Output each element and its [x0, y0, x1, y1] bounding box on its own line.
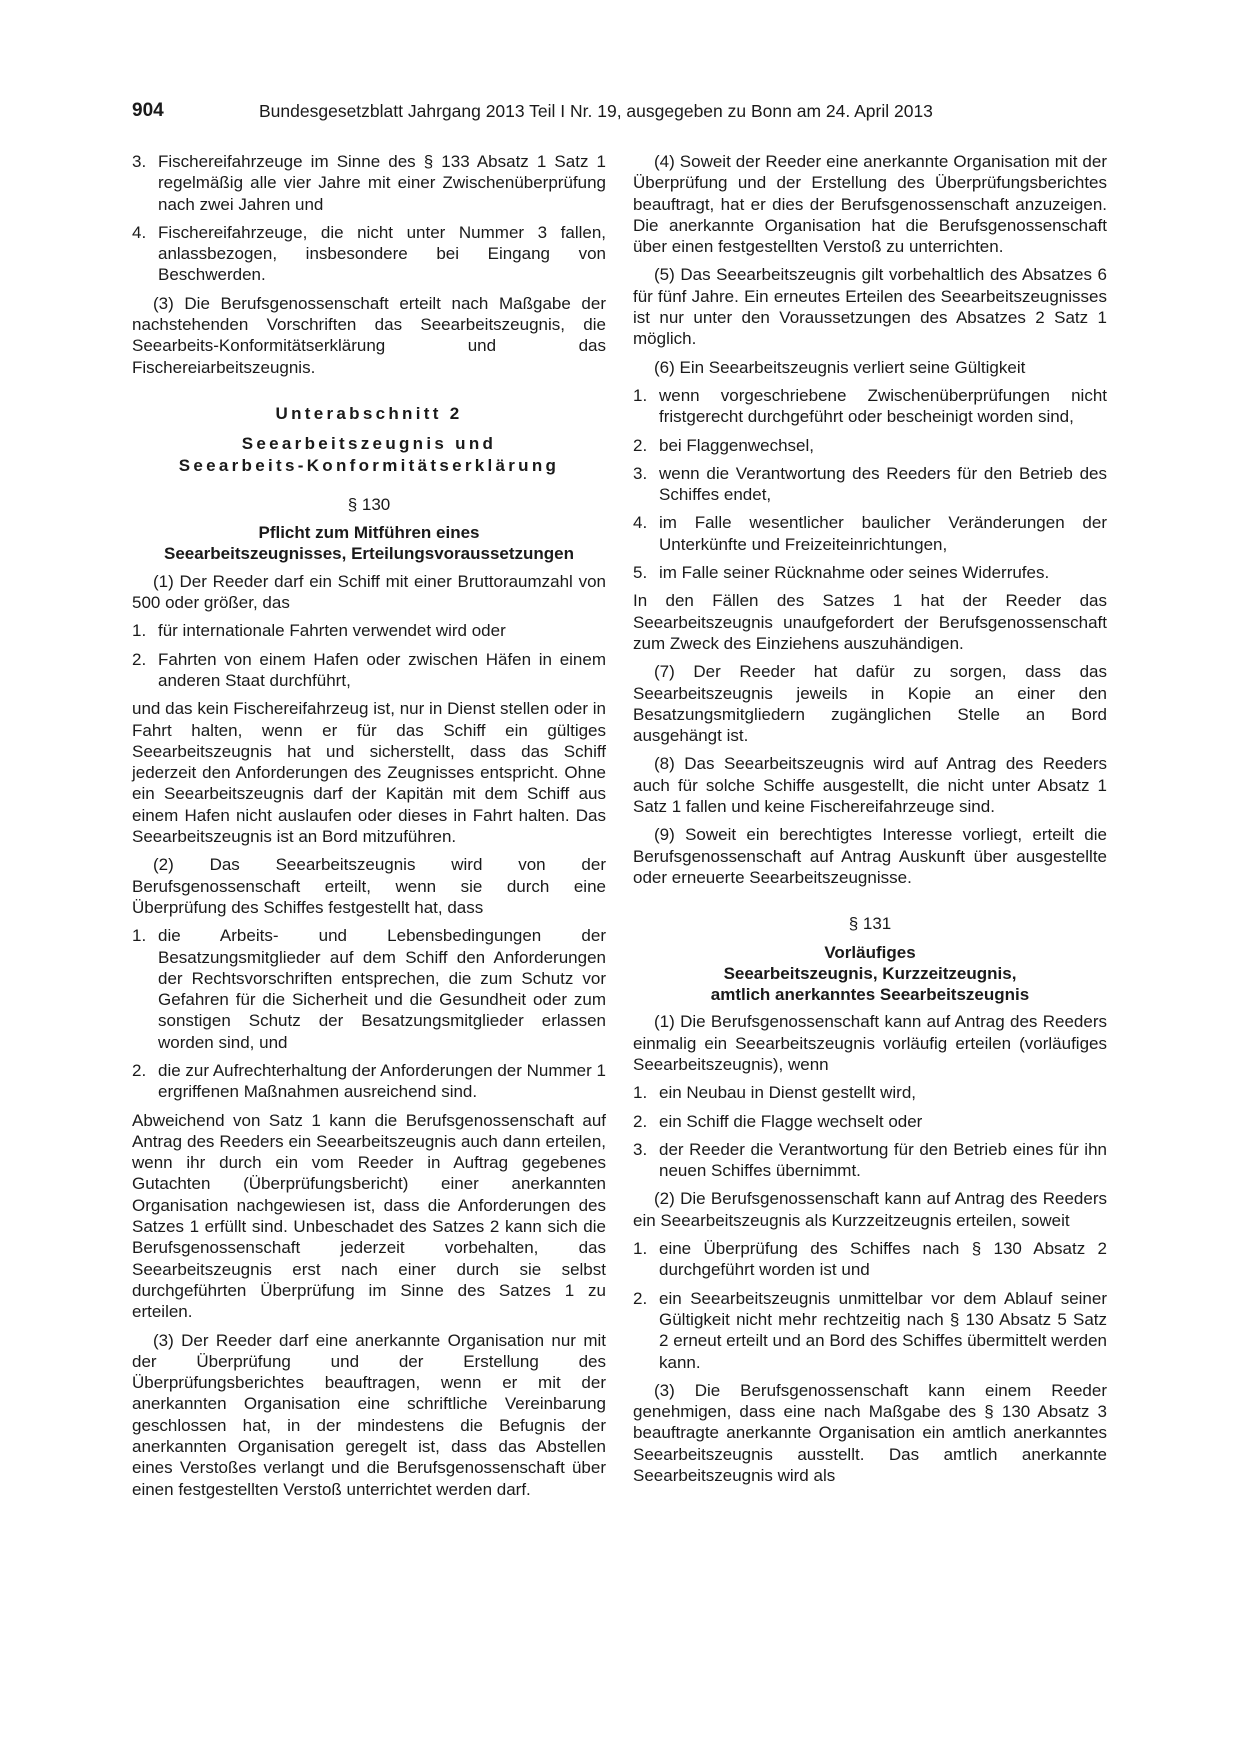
paragraph: (9) Soweit ein berechtigtes Interesse vorliegt, erteilt die Berufsgenossenschaft auf Antrag Auskunft über ausgestellte oder erneuerte Seearbeitszeugnisse. — [633, 825, 1107, 887]
paragraph: (1) Die Berufsgenossenschaft kann auf Antrag des Reeders einmalig ein Seearbeitszeugnis vorläufig erteilen (vorläufiges Seearbeitszeugnis), wenn — [633, 1012, 1107, 1074]
list-item: 3. Fischereifahrzeuge im Sinne des § 133 Absatz 1 Satz 1 regelmäßig alle vier Jahre mit einer Zwischenüberprüfung nach zwei Jahren und — [132, 152, 606, 214]
section-title: Pflicht zum Mitführen eines — [258, 523, 480, 543]
section-title: Vorläufiges — [824, 942, 916, 962]
paragraph: und das kein Fischereifahrzeug ist, nur in Dienst stellen oder in Fahrt halten, wenn er für das Schiff ein gültiges Seearbeitszeugnis hat und sicherstellt, dass das Schiff jederzeit den Anforderungen des Zeugnisses entspricht. Ohne ein Seearbeitszeugnis darf der Kapitän mit dem Schiff aus einem Hafen nicht auslaufen oder dieses in Fahrt halten. Das Seearbeitszeugnis ist an Bord mitzuführen. — [132, 699, 606, 847]
paragraph: (5) Das Seearbeitszeugnis gilt vorbehaltlich des Absatzes 6 für fünf Jahre. Ein erneutes Erteilen des Seearbeitszeugnisses ist nur unter den Voraussetzungen des Absatzes 2 Satz 1 möglich. — [633, 265, 1107, 349]
list-item: 2. bei Flaggenwechsel, — [633, 435, 814, 455]
paragraph: In den Fällen des Satzes 1 hat der Reeder das Seearbeitszeugnis unaufgefordert der Berufsgenossenschaft zum Zweck des Einziehens auszuhändigen. — [633, 591, 1107, 653]
page-header — [132, 100, 1107, 130]
section-title: Seearbeitszeugnisses, Erteilungsvoraussetzungen — [163, 544, 575, 564]
paragraph: Abweichend von Satz 1 kann die Berufsgenossenschaft auf Antrag des Reeders ein Seearbeitszeugnis auch dann erteilen, wenn ihr durch ein vom Reeder in Auftrag gegebenes Gutachten (Überprüfungsbericht) einer anerkannten Organisation nachgewiesen ist, dass die Anforderungen des Satzes 1 erfüllt sind. Unbeschadet des Satzes 2 kann sich die Berufsgenossenschaft jederzeit vorbehalten, das Seearbeitszeugnis erst nach einer durch sie selbst durchgeführten Überprüfung im Sinne des Satzes 1 zu erteilen. — [132, 1110, 606, 1322]
subsection-title: Seearbeits-Konformitätserklärung — [178, 455, 560, 475]
list-item: 1. ein Neubau in Dienst gestellt wird, — [633, 1083, 917, 1103]
section-number: § 131 — [848, 914, 892, 934]
section-title: amtlich anerkanntes Seearbeitszeugnis — [710, 985, 1030, 1005]
gazette-title: Bundesgesetzblatt Jahrgang 2013 Teil I Nr. 19, ausgegeben zu Bonn am 24. April 2013 — [259, 101, 933, 121]
list-item: 4. Fischereifahrzeuge, die nicht unter Nummer 3 fallen, anlassbezogen, insbesondere bei Eingang von Beschwerden. — [132, 222, 606, 285]
page-number: 904 — [132, 100, 164, 121]
subsection-title: Seearbeitszeugnis und — [241, 434, 497, 454]
paragraph: (2) Die Berufsgenossenschaft kann auf Antrag des Reeders ein Seearbeitszeugnis als Kurzzeitzeugnis erteilen, soweit — [633, 1189, 1107, 1230]
list-item: 2. ein Schiff die Flagge wechselt oder — [633, 1111, 923, 1131]
list-item: 4. im Falle wesentlicher baulicher Veränderungen der Unterkünfte und Freizeiteinrichtungen, — [633, 513, 1107, 554]
paragraph: (6) Ein Seearbeitszeugnis verliert seine Gültigkeit — [654, 357, 1026, 377]
list-item: 2. Fahrten von einem Hafen oder zwischen Häfen in einem anderen Staat durchführt, — [132, 649, 606, 690]
section-number: § 130 — [347, 494, 391, 514]
paragraph: (3) Die Berufsgenossenschaft erteilt nach Maßgabe der nachstehenden Vorschriften das Seearbeitszeugnis, die Seearbeits-Konformitätserklärung und das Fischereiarbeitszeugnis. — [132, 293, 606, 377]
list-item: 1. die Arbeits- und Lebensbedingungen der Besatzungsmitglieder auf dem Schiff den Anforderungen der Rechtsvorschriften entsprechen, die zum Schutz vor Gefahren für die Sicherheit und die Gesundheit oder zum sonstigen Schutz der Besatzungsmitglieder erlassen worden sind, und — [132, 926, 606, 1052]
paragraph: (1) Der Reeder darf ein Schiff mit einer Bruttoraumzahl von 500 oder größer, das — [132, 571, 606, 613]
list-item: 2. ein Seearbeitszeugnis unmittelbar vor dem Ablauf seiner Gültigkeit nicht mehr rechtzeitig nach § 130 Absatz 5 Satz 2 erneut erteilt und an Bord des Schiffes übermittelt werden kann. — [633, 1288, 1107, 1372]
list-item: 2. die zur Aufrechterhaltung der Anforderungen der Nummer 1 ergriffenen Maßnahmen ausreichend sind. — [132, 1060, 606, 1102]
list-item: 3. wenn die Verantwortung des Reeders für den Betrieb des Schiffes endet, — [633, 463, 1107, 505]
section-title: Seearbeitszeugnis, Kurzzeitzeugnis, — [723, 963, 1017, 983]
list-item: 5. im Falle seiner Rücknahme oder seines Widerrufes. — [633, 563, 1050, 583]
paragraph: (7) Der Reeder hat dafür zu sorgen, dass das Seearbeitszeugnis jeweils in Kopie an einer den Besatzungsmitgliedern zugänglichen Stelle an Bord ausgehängt ist. — [633, 662, 1107, 746]
right-column — [633, 151, 1107, 1493]
list-item: 1. für internationale Fahrten verwendet wird oder — [132, 621, 506, 641]
list-item: 1. eine Überprüfung des Schiffes nach § 130 Absatz 2 durchgeführt worden ist und — [633, 1239, 1107, 1280]
list-item: 3. der Reeder die Verantwortung für den Betrieb eines für ihn neuen Schiffes übernimmt. — [633, 1139, 1107, 1181]
left-column — [132, 151, 606, 1507]
paragraph: (3) Der Reeder darf eine anerkannte Organisation nur mit der Überprüfung und der Erstellung des Überprüfungsberichtes beauftragen, wenn er mit der anerkannten Organisation eine schriftliche Vereinbarung geschlossen hat, in der mindestens die Befugnis der anerkannten Organisation geregelt ist, dass das Abstellen eines Verstoßes verlangt und die Berufsgenossenschaft über einen festgestellten Verstoß unterrichtet werden darf. — [132, 1330, 606, 1499]
paragraph: (8) Das Seearbeitszeugnis wird auf Antrag des Reeders auch für solche Schiffe ausgestellt, die nicht unter Absatz 1 Satz 1 fallen und keine Fischereifahrzeuge sind. — [633, 754, 1107, 817]
paragraph: (3) Die Berufsgenossenschaft kann einem Reeder genehmigen, dass eine nach Maßgabe des § 130 Absatz 3 beauftragte anerkannte Organisation ein amtlich anerkanntes Seearbeitszeugnis ausstellt. Das amtlich anerkannte Seearbeitszeugnis wird als — [633, 1380, 1107, 1486]
subsection-label: Unterabschnitt 2 — [275, 403, 463, 423]
paragraph: (2) Das Seearbeitszeugnis wird von der Berufsgenossenschaft erteilt, wenn sie durch eine Überprüfung des Schiffes festgestellt hat, dass — [132, 855, 606, 917]
paragraph: (4) Soweit der Reeder eine anerkannte Organisation mit der Überprüfung und der Erstellung des Überprüfungsberichtes beauftragt, hat er dies der Berufsgenossenschaft anzuzeigen. Die anerkannte Organisation hat die Berufsgenossenschaft über einen festgestellten Verstoß zu unterrichten. — [633, 152, 1107, 257]
list-item: 1. wenn vorgeschriebene Zwischenüberprüfungen nicht fristgerecht durchgeführt oder bescheinigt worden sind, — [633, 385, 1107, 427]
